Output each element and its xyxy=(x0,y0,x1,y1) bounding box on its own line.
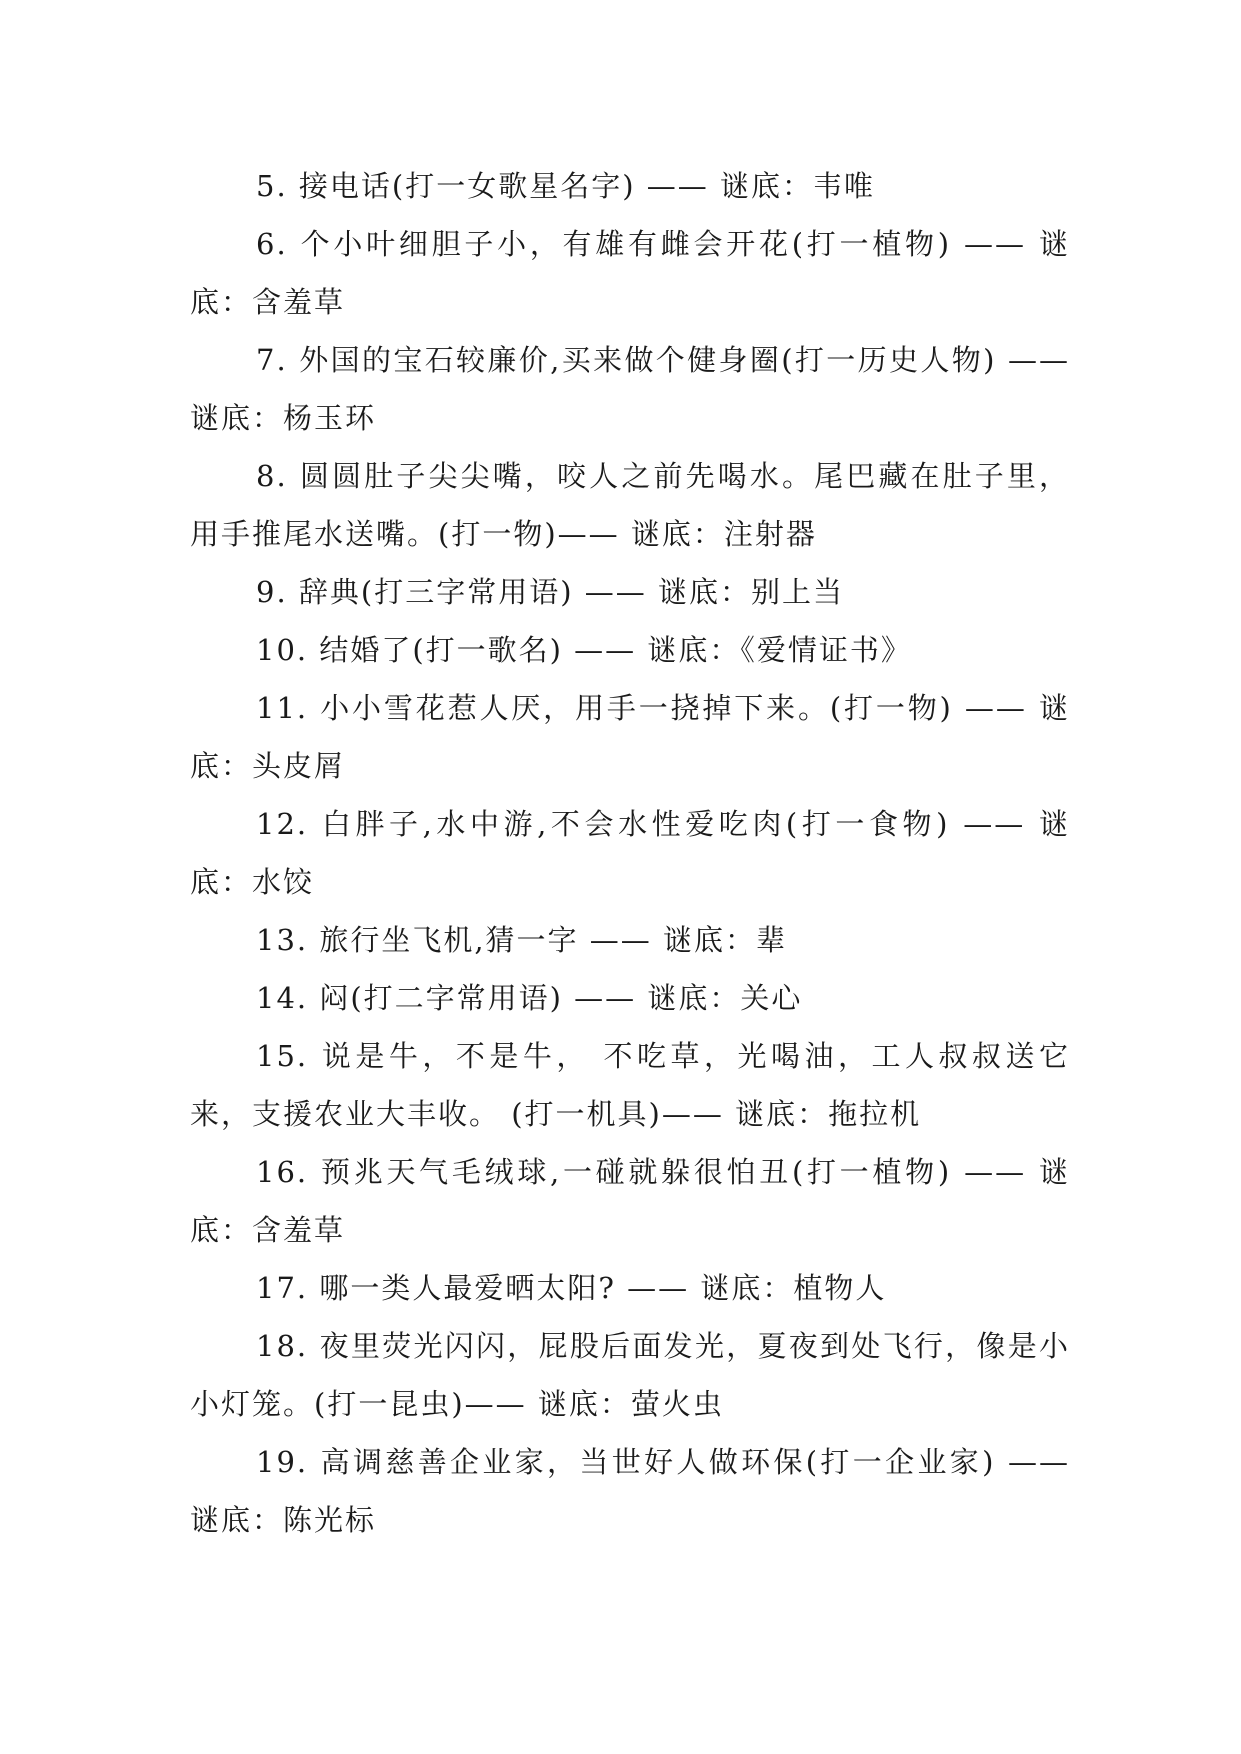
riddle-item-15: 15. 说是牛，不是牛， 不吃草，光喝油，工人叔叔送它来，支援农业大丰收。 (打一机具)—— 谜底：拖拉机 xyxy=(190,1039,1070,1131)
riddle-item-17: 17. 哪一类人最爱晒太阳? —— 谜底：植物人 xyxy=(256,1271,887,1305)
riddle-list xyxy=(190,157,1070,1549)
riddle-item-5: 5. 接电话(打一女歌星名字) —— 谜底：韦唯 xyxy=(256,169,875,203)
riddle-item-11: 11. 小小雪花惹人厌，用手一挠掉下来。(打一物) —— 谜底：头皮屑 xyxy=(190,691,1070,783)
riddle-item-10: 10. 结婚了(打一歌名) —— 谜底：《爱情证书》 xyxy=(256,633,912,667)
riddle-item-16: 16. 预兆天气毛绒球,一碰就躲很怕丑(打一植物) —— 谜底：含羞草 xyxy=(190,1155,1070,1247)
riddle-item-9: 9. 辞典(打三字常用语) —— 谜底：别上当 xyxy=(256,575,844,609)
riddle-item-14: 14. 闷(打二字常用语) —— 谜底：关心 xyxy=(256,981,803,1015)
riddle-item-18: 18. 夜里荧光闪闪，屁股后面发光，夏夜到处飞行，像是小小灯笼。(打一昆虫)—— 谜底：萤火虫 xyxy=(190,1329,1070,1421)
riddle-item-7: 7. 外国的宝石较廉价,买来做个健身圈(打一历史人物) —— 谜底：杨玉环 xyxy=(190,343,1070,435)
riddle-item-6: 6. 个小叶细胆子小，有雄有雌会开花(打一植物) —— 谜底：含羞草 xyxy=(190,227,1070,319)
riddle-item-13: 13. 旅行坐飞机,猜一字 —— 谜底：辈 xyxy=(256,923,787,957)
riddle-item-19: 19. 高调慈善企业家，当世好人做环保(打一企业家) —— 谜底：陈光标 xyxy=(190,1445,1070,1537)
riddle-item-12: 12. 白胖子,水中游,不会水性爱吃肉(打一食物) —— 谜底：水饺 xyxy=(190,807,1070,899)
riddle-item-8: 8. 圆圆肚子尖尖嘴，咬人之前先喝水。尾巴藏在肚子里，用手推尾水送嘴。(打一物)—— 谜底：注射器 xyxy=(190,459,1070,551)
